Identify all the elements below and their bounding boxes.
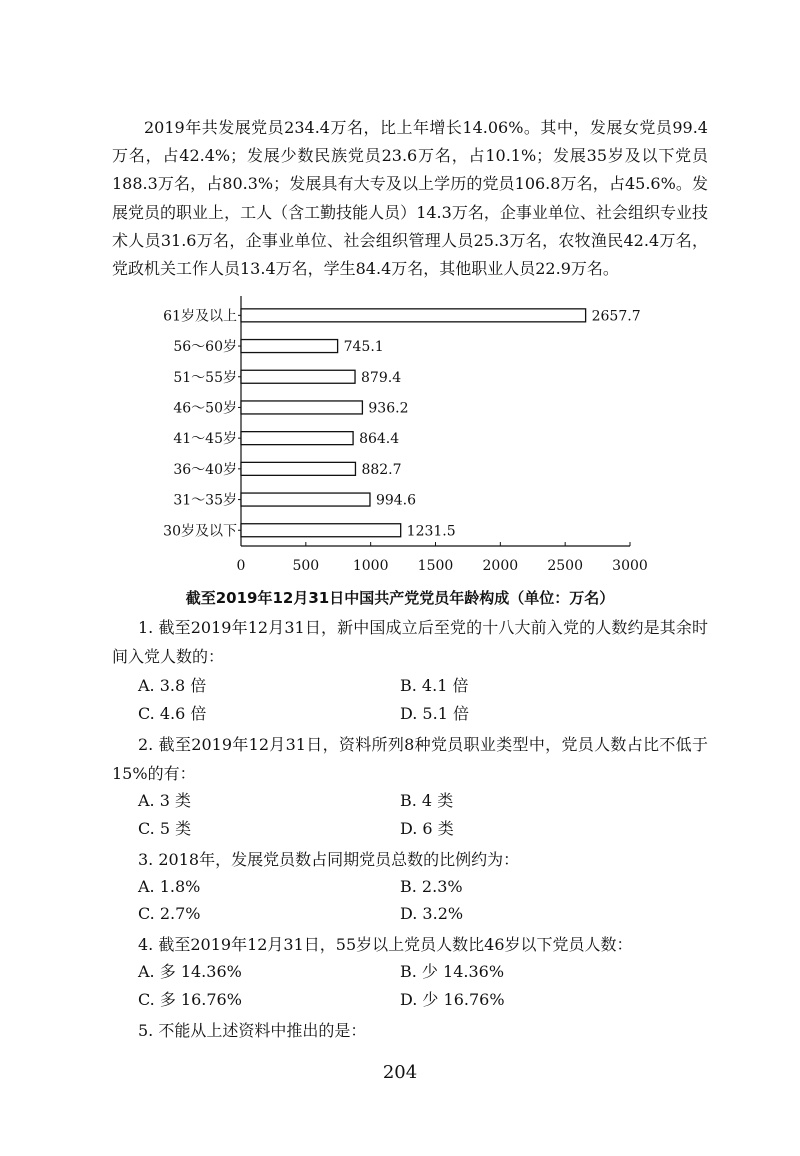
bar-row-8 [241, 524, 401, 537]
bar-row-3 [241, 370, 355, 383]
bar-row-2 [241, 340, 338, 353]
question-3-option-b[interactable]: B. 2.3% [400, 877, 463, 896]
x-tick-label-1500: 1500 [417, 558, 454, 574]
chart-title: 截至2019年12月31日中国共产党党员年龄构成（单位：万名） [185, 589, 615, 607]
question-3-option-d[interactable]: D. 3.2% [400, 904, 464, 923]
question-2-option-d[interactable]: D. 6 类 [400, 819, 454, 838]
bar-row-5 [241, 432, 353, 445]
bar-row-7 [241, 493, 370, 506]
question-3-option-c[interactable]: C. 2.7% [138, 904, 201, 923]
question-1-option-b[interactable]: B. 4.1 倍 [400, 676, 469, 695]
value-label-row-7: 994.6 [375, 492, 417, 509]
question-2-option-a[interactable]: A. 3 类 [138, 791, 191, 810]
question-1-option-c[interactable]: C. 4.6 倍 [138, 704, 207, 723]
category-label-row-1: 61岁及以上 [163, 308, 237, 325]
question-1-option-a[interactable]: A. 3.8 倍 [138, 676, 207, 695]
x-tick-label-1000: 1000 [352, 558, 389, 574]
category-label-row-5: 41～45岁 [173, 431, 237, 448]
bar-row-4 [241, 401, 362, 414]
question-1-stem: 1. 截至2019年12月31日，新中国成立后至党的十八大前入党的人数约是其余时间入党人数的： [112, 618, 708, 666]
question-4-option-c[interactable]: C. 多 16.76% [138, 990, 242, 1009]
category-label-row-8: 30岁及以下 [163, 523, 237, 540]
question-2-option-c[interactable]: C. 5 类 [138, 819, 192, 838]
value-label-row-6: 882.7 [361, 461, 402, 478]
intro-paragraph: 2019年共发展党员234.4万名，比上年增长14.06%。其中，发展女党员99.4万名，占42.4%；发展少数民族党员23.6万名，占10.1%；发展35岁及以下党员188.3万名，占80.3%；发展具有大专及以上学历的党员106.8万名，占45.6%。发展党员的职业上，工人（含工勤技能人员）14.3万名，企事业单位、社会组织专业技术人员31.6万名，企事业单位、社会组织管理人员25.3万名，农牧渔民42.4万名，党政机关工作人员13.4万名，学生84.4万名，其他职业人员22.9万名。 [112, 118, 708, 279]
x-tick-label-2000: 2000 [482, 558, 519, 574]
question-2-option-b[interactable]: B. 4 类 [400, 791, 454, 810]
value-label-row-5: 864.4 [359, 431, 400, 448]
category-label-row-3: 51～55岁 [173, 369, 237, 386]
category-label-row-4: 46～50岁 [173, 400, 237, 417]
bar-row-1 [241, 309, 586, 322]
category-label-row-7: 31～35岁 [173, 492, 237, 509]
bar-row-6 [241, 462, 355, 475]
question-4-option-d[interactable]: D. 少 16.76% [400, 990, 505, 1009]
question-1-option-d[interactable]: D. 5.1 倍 [400, 704, 469, 723]
page-number: 204 [382, 1062, 418, 1083]
question-2-stem: 2. 截至2019年12月31日，资料所列8种党员职业类型中，党员人数占比不低于15%的有： [112, 735, 708, 783]
x-tick-label-2500: 2500 [547, 558, 583, 574]
question-4-option-b[interactable]: B. 少 14.36% [400, 962, 505, 981]
question-5-stem: 5. 不能从上述资料中推出的是： [138, 1021, 367, 1040]
value-label-row-3: 879.4 [361, 369, 402, 386]
x-tick-label-0: 0 [236, 558, 246, 574]
category-label-row-2: 56～60岁 [173, 339, 237, 356]
category-label-row-6: 36～40岁 [173, 461, 237, 478]
value-label-row-8: 1231.5 [406, 523, 456, 540]
question-4-stem: 4. 截至2019年12月31日，55岁以上党员人数比46岁以下党员人数： [138, 935, 633, 954]
question-3-option-a[interactable]: A. 1.8% [138, 877, 201, 896]
value-label-row-2: 745.1 [343, 339, 384, 356]
question-3-stem: 3. 2018年，发展党员数占同期党员总数的比例约为： [138, 850, 520, 869]
x-tick-label-500: 500 [292, 558, 320, 574]
x-tick-label-3000: 3000 [612, 558, 648, 574]
value-label-row-4: 936.2 [368, 400, 409, 417]
question-4-option-a[interactable]: A. 多 14.36% [138, 962, 242, 981]
value-label-row-1: 2657.7 [591, 308, 641, 325]
